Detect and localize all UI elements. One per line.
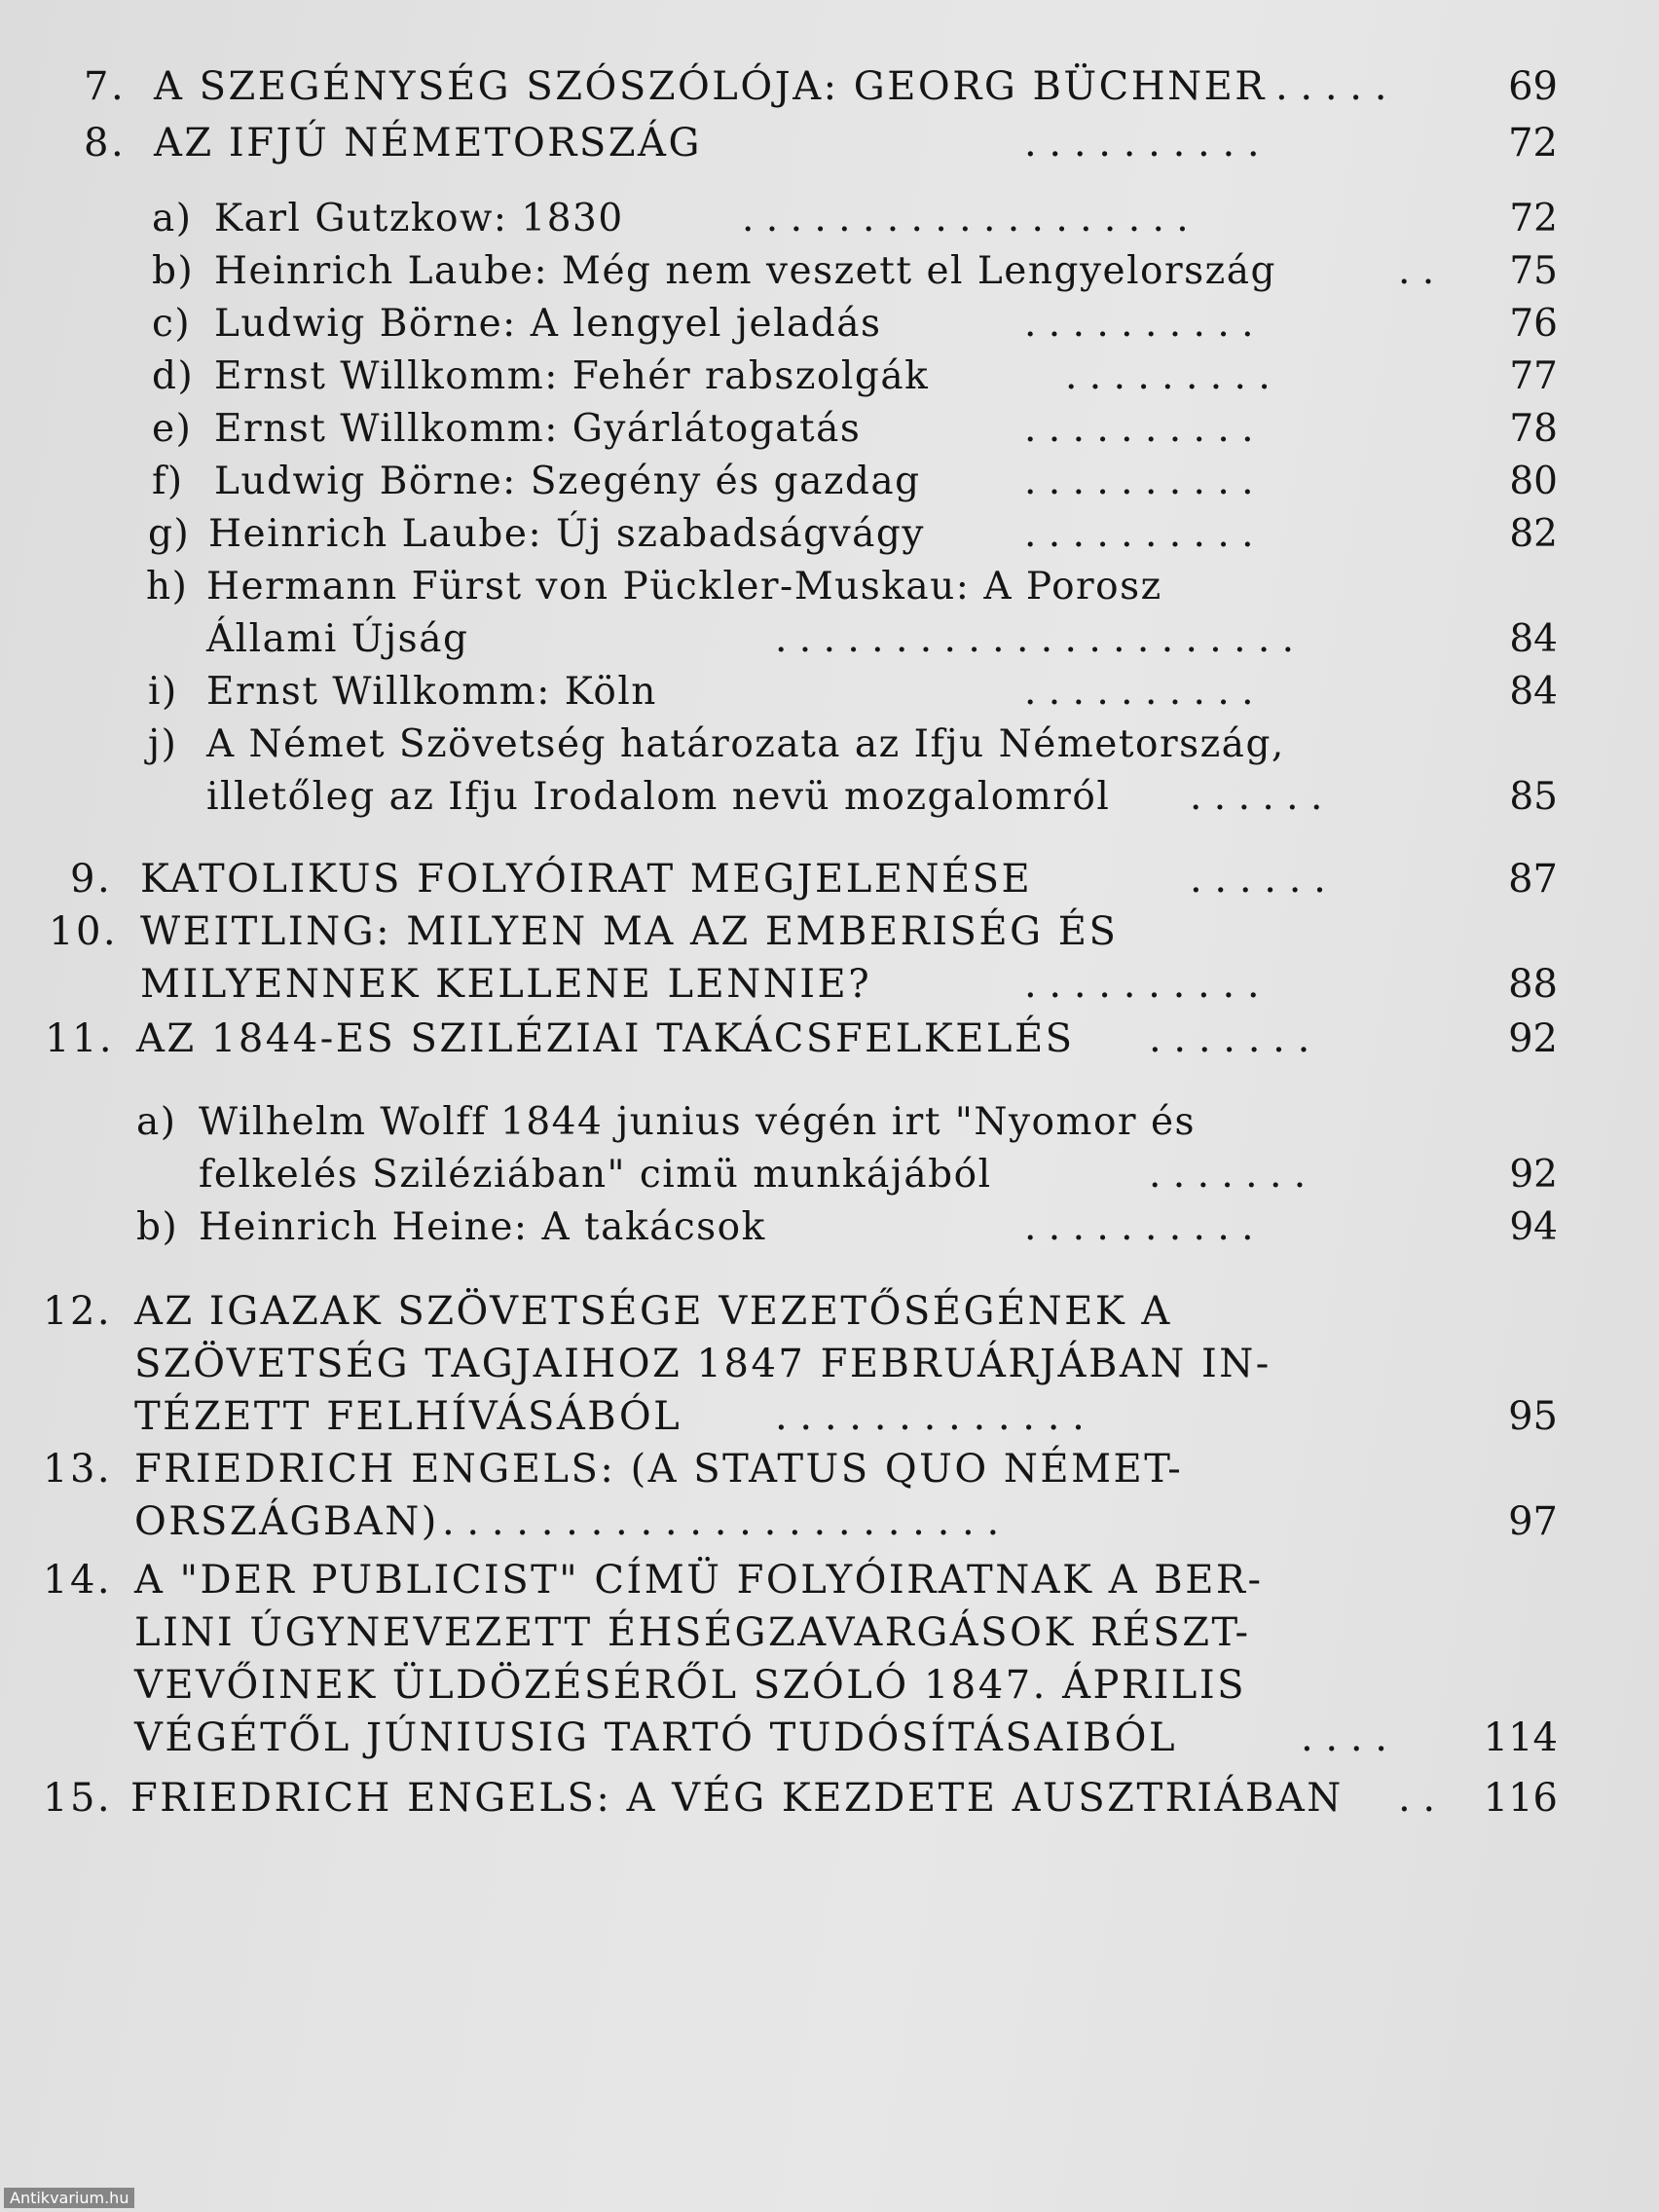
entry-title-continued: felkelés Sziléziában" cimü munkájából	[199, 1153, 992, 1197]
entry-page: 84	[1509, 670, 1558, 714]
dot-leader: . . . . . . . . . .	[1024, 302, 1254, 346]
entry-title: Hermann Fürst von Pückler-Muskau: A Porosz	[206, 565, 1162, 608]
toc-subentry-8j-line2	[0, 771, 1558, 824]
entry-title: FRIEDRICH ENGELS: (A STATUS QUO NÉMET-	[134, 1447, 1184, 1492]
dot-leader: . . . . . . .	[1149, 1016, 1310, 1061]
entry-title: Heinrich Laube: Még nem veszett el Lengyelország	[214, 249, 1276, 293]
toc-entry-13-line2	[0, 1495, 1558, 1548]
entry-number: 12.	[43, 1289, 113, 1334]
toc-subentry-8j-line1	[0, 719, 1558, 771]
entry-letter: a)	[136, 1100, 177, 1144]
entry-letter: b)	[136, 1205, 179, 1249]
entry-page: 85	[1509, 775, 1558, 819]
toc-subentry-8d	[0, 350, 1558, 403]
dot-leader: . .	[1398, 1776, 1436, 1821]
entry-title: Ernst Willkomm: Köln	[206, 670, 657, 714]
dot-leader: . . . .	[1301, 1715, 1388, 1760]
toc-entry-14-line3	[0, 1659, 1558, 1712]
dot-leader: . . . . . . . . . .	[1024, 670, 1254, 714]
entry-title: A "DER PUBLICIST" CÍMÜ FOLYÓIRATNAK A BER-	[134, 1558, 1264, 1603]
entry-page: 88	[1508, 962, 1558, 1007]
entry-title: Heinrich Laube: Új szabadságvágy	[208, 512, 925, 556]
dot-leader: . . . . . .	[1190, 857, 1326, 902]
entry-page: 87	[1508, 857, 1558, 902]
toc-entry-11	[0, 1013, 1558, 1065]
toc-subentry-8f	[0, 456, 1558, 508]
entry-title: AZ IGAZAK SZÖVETSÉGE VEZETŐSÉGÉNEK A	[134, 1289, 1172, 1334]
entry-title-continued: illetőleg az Ifju Irodalom nevü mozgalomról	[206, 775, 1111, 819]
entry-number: 11.	[45, 1016, 115, 1061]
entry-page: 82	[1509, 512, 1558, 556]
entry-page: 80	[1509, 460, 1558, 503]
entry-page: 92	[1509, 1153, 1558, 1197]
dot-leader: . . . . . . . . . .	[1024, 512, 1254, 556]
entry-number: 13.	[43, 1447, 113, 1492]
toc-subentry-8a	[0, 193, 1558, 245]
toc-entry-13-line1	[0, 1443, 1558, 1495]
entry-title: Ludwig Börne: Szegény és gazdag	[214, 460, 921, 503]
toc-subentry-8h-line1	[0, 561, 1558, 613]
entry-page: 114	[1483, 1715, 1558, 1760]
entry-title: WEITLING: MILYEN MA AZ EMBERISÉG ÉS	[140, 909, 1119, 954]
entry-letter: f)	[152, 460, 184, 503]
entry-page: 116	[1483, 1776, 1558, 1821]
entry-title: Karl Gutzkow: 1830	[214, 197, 624, 240]
entry-title: A SZEGÉNYSÉG SZÓSZÓLÓJA: GEORG BÜCHNER	[154, 64, 1267, 109]
dot-leader: . . . . . . . . . .	[1024, 1205, 1254, 1249]
dot-leader: . . . . . . . . . . . . . . . . . . . . . . .	[442, 1499, 1000, 1544]
toc-subentry-8g	[0, 508, 1558, 561]
dot-leader: . . . . . .	[1190, 775, 1323, 819]
entry-title-continued: VÉGÉTŐL JÚNIUSIG TARTÓ TUDÓSÍTÁSAIBÓL	[134, 1715, 1178, 1760]
dot-leader: . .	[1398, 249, 1435, 293]
toc-entry-14-line4	[0, 1712, 1558, 1764]
toc-entry-7	[0, 60, 1558, 113]
entry-letter: j)	[148, 722, 178, 766]
entry-page: 75	[1509, 249, 1558, 293]
toc-entry-9	[0, 853, 1558, 905]
entry-page: 72	[1509, 197, 1558, 240]
entry-title: Heinrich Heine: A takácsok	[199, 1205, 766, 1249]
toc-subentry-8h-line2	[0, 613, 1558, 666]
toc-entry-12-line1	[0, 1285, 1558, 1338]
entry-title: A Német Szövetség határozata az Ifju Németország,	[206, 722, 1285, 766]
entry-title: Ernst Willkomm: Gyárlátogatás	[214, 407, 862, 451]
entry-letter: e)	[152, 407, 193, 451]
entry-page: 77	[1509, 354, 1558, 398]
entry-page: 94	[1509, 1205, 1558, 1249]
entry-title-continued: MILYENNEK KELLENE LENNIE?	[140, 962, 872, 1007]
dot-leader: . . . . . . . . .	[1065, 354, 1271, 398]
entry-page: 78	[1509, 407, 1558, 451]
entry-title: Wilhelm Wolff 1844 junius végén irt "Nyomor és	[199, 1100, 1197, 1144]
entry-title-continued: VEVŐINEK ÜLDÖZÉSÉRŐL SZÓLÓ 1847. ÁPRILIS	[134, 1663, 1247, 1708]
entry-page: 95	[1508, 1394, 1558, 1439]
entry-letter: c)	[152, 302, 192, 346]
entry-title: AZ IFJÚ NÉMETORSZÁG	[154, 121, 702, 166]
entry-letter: g)	[148, 512, 191, 556]
entry-letter: a)	[152, 197, 193, 240]
toc-entry-14-line2	[0, 1606, 1558, 1659]
entry-title-continued: TÉZETT FELHÍVÁSÁBÓL	[134, 1394, 682, 1439]
entry-title: KATOLIKUS FOLYÓIRAT MEGJELENÉSE	[140, 857, 1033, 902]
toc-entry-10-line2	[0, 958, 1558, 1011]
toc-subentry-11a-line2	[0, 1149, 1558, 1201]
toc-subentry-11b	[0, 1201, 1558, 1254]
toc-subentry-8i	[0, 666, 1558, 719]
site-watermark: Antikvarium.hu	[4, 2188, 134, 2208]
toc-subentry-8c	[0, 298, 1558, 350]
entry-number: 14.	[43, 1558, 113, 1603]
entry-title: Ernst Willkomm: Fehér rabszolgák	[214, 354, 930, 398]
entry-page: 76	[1509, 302, 1558, 346]
entry-letter: i)	[148, 670, 178, 714]
toc-subentry-8b	[0, 245, 1558, 298]
toc-entry-14-line1	[0, 1554, 1558, 1606]
entry-title-continued: SZÖVETSÉG TAGJAIHOZ 1847 FEBRUÁRJÁBAN IN-	[134, 1342, 1272, 1386]
toc-entry-8	[0, 117, 1558, 169]
toc-entry-12-line3	[0, 1390, 1558, 1443]
entry-title-continued: LINI ÚGYNEVEZETT ÉHSÉGZAVARGÁSOK RÉSZT-	[134, 1610, 1251, 1655]
entry-title: FRIEDRICH ENGELS: A VÉG KEZDETE AUSZTRIÁBAN	[130, 1776, 1344, 1821]
entry-title-continued: Állami Újság	[206, 617, 469, 661]
dot-leader: . . . . . . . . . . . . .	[775, 1394, 1085, 1439]
entry-page: 72	[1508, 121, 1558, 166]
entry-number: 9.	[70, 857, 113, 902]
toc-subentry-8e	[0, 403, 1558, 456]
entry-letter: d)	[152, 354, 195, 398]
entry-page: 97	[1508, 1499, 1558, 1544]
entry-page: 69	[1508, 64, 1558, 109]
entry-number: 15.	[43, 1776, 113, 1821]
entry-title: AZ 1844-ES SZILÉZIAI TAKÁCSFELKELÉS	[136, 1016, 1075, 1061]
toc-subentry-11a-line1	[0, 1096, 1558, 1149]
entry-title-continued: ORSZÁGBAN)	[134, 1499, 439, 1544]
dot-leader: . . . . . . . . . .	[1024, 460, 1254, 503]
entry-page: 84	[1509, 617, 1558, 661]
entry-title: Ludwig Börne: A lengyel jeladás	[214, 302, 882, 346]
toc-entry-12-line2	[0, 1338, 1558, 1390]
dot-leader: . . . . . . . . . .	[1024, 962, 1260, 1007]
entry-letter: b)	[152, 249, 195, 293]
entry-number: 7.	[84, 64, 127, 109]
dot-leader: . . . . . . . . . . . . . . . . . . .	[742, 197, 1189, 240]
dot-leader: . . . . . . . . . .	[1024, 121, 1260, 166]
entry-page: 92	[1508, 1016, 1558, 1061]
toc-entry-15	[0, 1772, 1558, 1825]
dot-leader: . . . . . . . . . .	[1024, 407, 1254, 451]
entry-number: 8.	[84, 121, 127, 166]
entry-letter: h)	[146, 565, 189, 608]
toc-entry-10-line1	[0, 905, 1558, 958]
dot-leader: . . . . . . .	[1149, 1153, 1307, 1197]
entry-number: 10.	[49, 909, 119, 954]
dot-leader: . . . . . . . . . . . . . . . . . . . . . .	[775, 617, 1295, 661]
dot-leader: . . . . .	[1275, 64, 1387, 109]
